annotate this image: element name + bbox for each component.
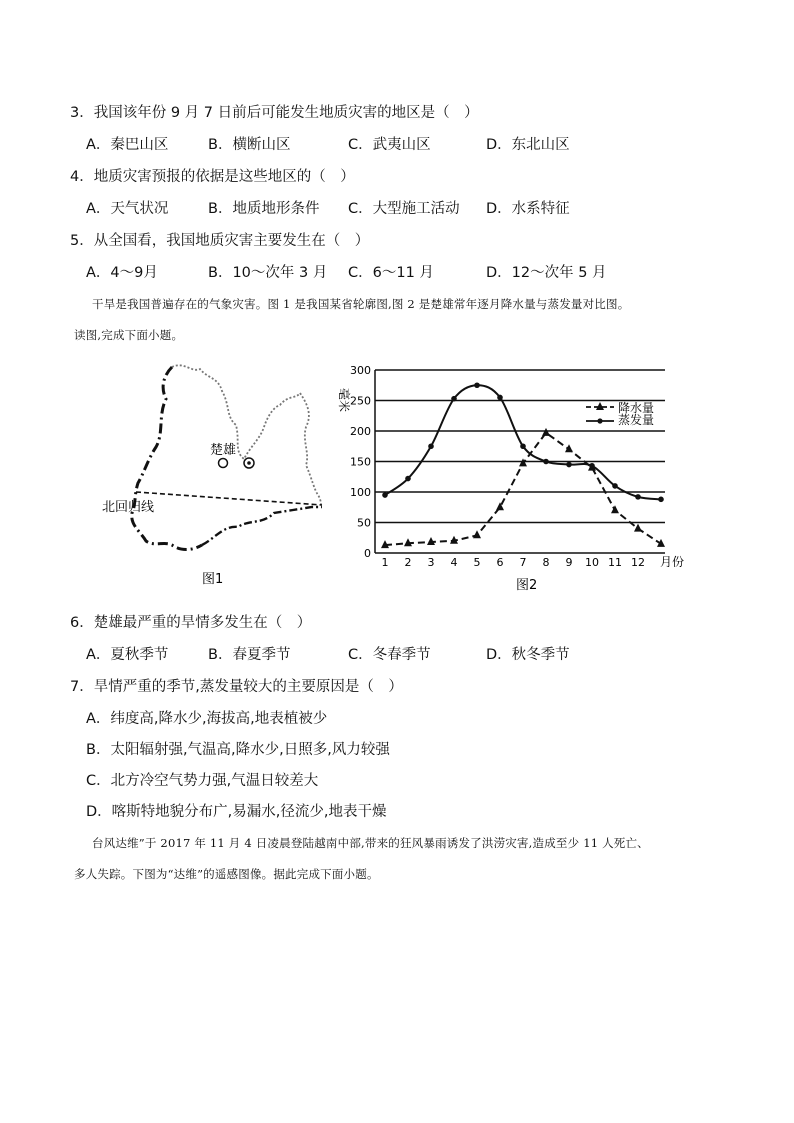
evaporation-point-9 <box>566 462 572 468</box>
x-tick-label-12: 12 <box>631 556 645 569</box>
question-3-stem: 3．我国该年份 9 月 7 日前后可能发生地质灾害的地区是（ ） <box>70 105 479 121</box>
evaporation-point-7 <box>520 443 526 449</box>
q3-option-d: D．东北山区 <box>486 137 570 153</box>
x-tick-label-4: 4 <box>450 556 458 569</box>
q3-option-c: C．武夷山区 <box>348 137 431 153</box>
precipitation-point-12 <box>634 524 642 532</box>
evaporation-point-4 <box>451 396 457 402</box>
evaporation-point-3 <box>428 443 434 449</box>
legend-evaporation-marker <box>597 418 602 423</box>
legend-precipitation-label: 降水量 <box>618 401 655 415</box>
x-tick-label-2: 2 <box>404 556 412 569</box>
province-outline-west <box>132 367 202 550</box>
evaporation-point-11 <box>612 483 618 489</box>
province-outline-north <box>172 365 322 507</box>
q7-option-b: B．太阳辐射强,气温高,降水少,日照多,风力较强 <box>86 742 390 758</box>
figure-1-province-map <box>90 355 335 595</box>
q6-option-d: D．秋冬季节 <box>486 647 570 663</box>
question-4-stem: 4．地质灾害预报的依据是这些地区的（ ） <box>70 169 355 185</box>
evaporation-point-13 <box>658 497 664 503</box>
intro-paragraph-1-line-1: 干旱是我国普遍存在的气象灾害。图 1 是我国某省轮廓图,图 2 是楚雄常年逐月降水量与蒸发量对比图。 <box>92 297 630 311</box>
x-tick-label-6: 6 <box>496 556 504 569</box>
question-5-stem: 5．从全国看，我国地质灾害主要发生在（ ） <box>70 233 370 249</box>
q4-option-b: B．地质地形条件 <box>208 201 320 217</box>
tropic-of-cancer-line <box>136 492 322 505</box>
q7-option-a: A．纬度高,降水少,海拔高,地表植被少 <box>86 711 328 727</box>
q4-option-a: A．天气状况 <box>86 201 169 217</box>
q6-option-b: B．春夏季节 <box>208 647 291 663</box>
evaporation-point-2 <box>405 476 411 482</box>
y-tick-label-200: 200 <box>350 425 371 438</box>
y-axis-title: 毫米 <box>337 388 351 413</box>
q4-option-d: D．水系特征 <box>486 201 570 217</box>
precipitation-point-11 <box>611 505 619 513</box>
x-tick-label-9: 9 <box>565 556 573 569</box>
province-outline-south <box>202 507 322 545</box>
x-tick-label-3: 3 <box>427 556 435 569</box>
q5-option-d: D．12～次年 5 月 <box>486 265 607 281</box>
legend-evaporation-label: 蒸发量 <box>618 413 655 427</box>
precipitation-point-5 <box>473 530 481 538</box>
y-tick-label-250: 250 <box>350 394 371 408</box>
legend-precipitation-marker <box>596 402 604 410</box>
evaporation-point-10 <box>589 463 595 469</box>
figure-2-caption: 图2 <box>516 578 538 593</box>
x-tick-label-7: 7 <box>519 556 527 569</box>
chart-gridlines <box>375 370 665 523</box>
evaporation-point-6 <box>497 395 503 401</box>
q4-option-c: C．大型施工活动 <box>348 201 460 217</box>
city-label-chuxiong: 楚雄 <box>210 443 237 458</box>
x-tick-label-10: 10 <box>585 556 599 569</box>
provincial-capital-dot <box>247 461 251 465</box>
q5-option-c: C．6～11 月 <box>348 265 434 281</box>
chuxiong-city-symbol <box>219 459 228 468</box>
question-6-stem: 6．楚雄最严重的旱情多发生在（ ） <box>70 615 312 631</box>
question-7-stem: 7．旱情严重的季节,蒸发量较大的主要原因是（ ） <box>70 679 403 695</box>
x-axis-title: 月份 <box>660 555 685 569</box>
q3-option-b: B．横断山区 <box>208 137 291 153</box>
evaporation-point-5 <box>474 382 480 388</box>
q7-option-d: D．喀斯特地貌分布广,易漏水,径流少,地表干燥 <box>86 804 387 820</box>
intro-paragraph-1-line-2: 读图,完成下面小题。 <box>74 328 184 342</box>
y-tick-label-50: 50 <box>357 516 371 530</box>
precipitation-point-8 <box>542 428 550 436</box>
x-tick-label-1: 1 <box>381 556 389 569</box>
evaporation-point-8 <box>543 459 549 465</box>
q7-option-c: C．北方冷空气势力强,气温日较差大 <box>86 773 319 789</box>
q5-option-b: B．10～次年 3 月 <box>208 265 328 281</box>
intro-paragraph-2-line-1: 台风达维”于 2017 年 11 月 4 日凌晨登陆越南中部,带来的狂风暴雨诱发了洪涝灾害,造成至少 11 人死亡、 <box>92 836 649 850</box>
figure-1-caption: 图1 <box>202 572 224 587</box>
q6-option-c: C．冬春季节 <box>348 647 431 663</box>
q6-option-a: A．夏秋季节 <box>86 647 169 663</box>
y-tick-label-300: 300 <box>350 364 371 377</box>
tropic-of-cancer-label: 北回归线 <box>102 500 155 515</box>
x-tick-label-5: 5 <box>473 556 481 569</box>
q3-option-a: A．秦巴山区 <box>86 137 169 153</box>
evaporation-point-12 <box>635 494 641 500</box>
y-tick-label-0: 0 <box>364 547 371 560</box>
x-tick-label-11: 11 <box>608 556 622 569</box>
figure-2-climate-chart <box>330 355 700 595</box>
q5-option-a: A．4～9月 <box>86 265 158 281</box>
intro-paragraph-2-line-2: 多人失踪。下图为“达维”的遥感图像。据此完成下面小题。 <box>74 867 379 881</box>
evaporation-point-1 <box>382 492 388 498</box>
precipitation-point-7 <box>519 458 527 466</box>
x-tick-label-8: 8 <box>542 556 550 569</box>
y-tick-label-150: 150 <box>350 455 371 469</box>
y-tick-label-100: 100 <box>350 486 371 499</box>
